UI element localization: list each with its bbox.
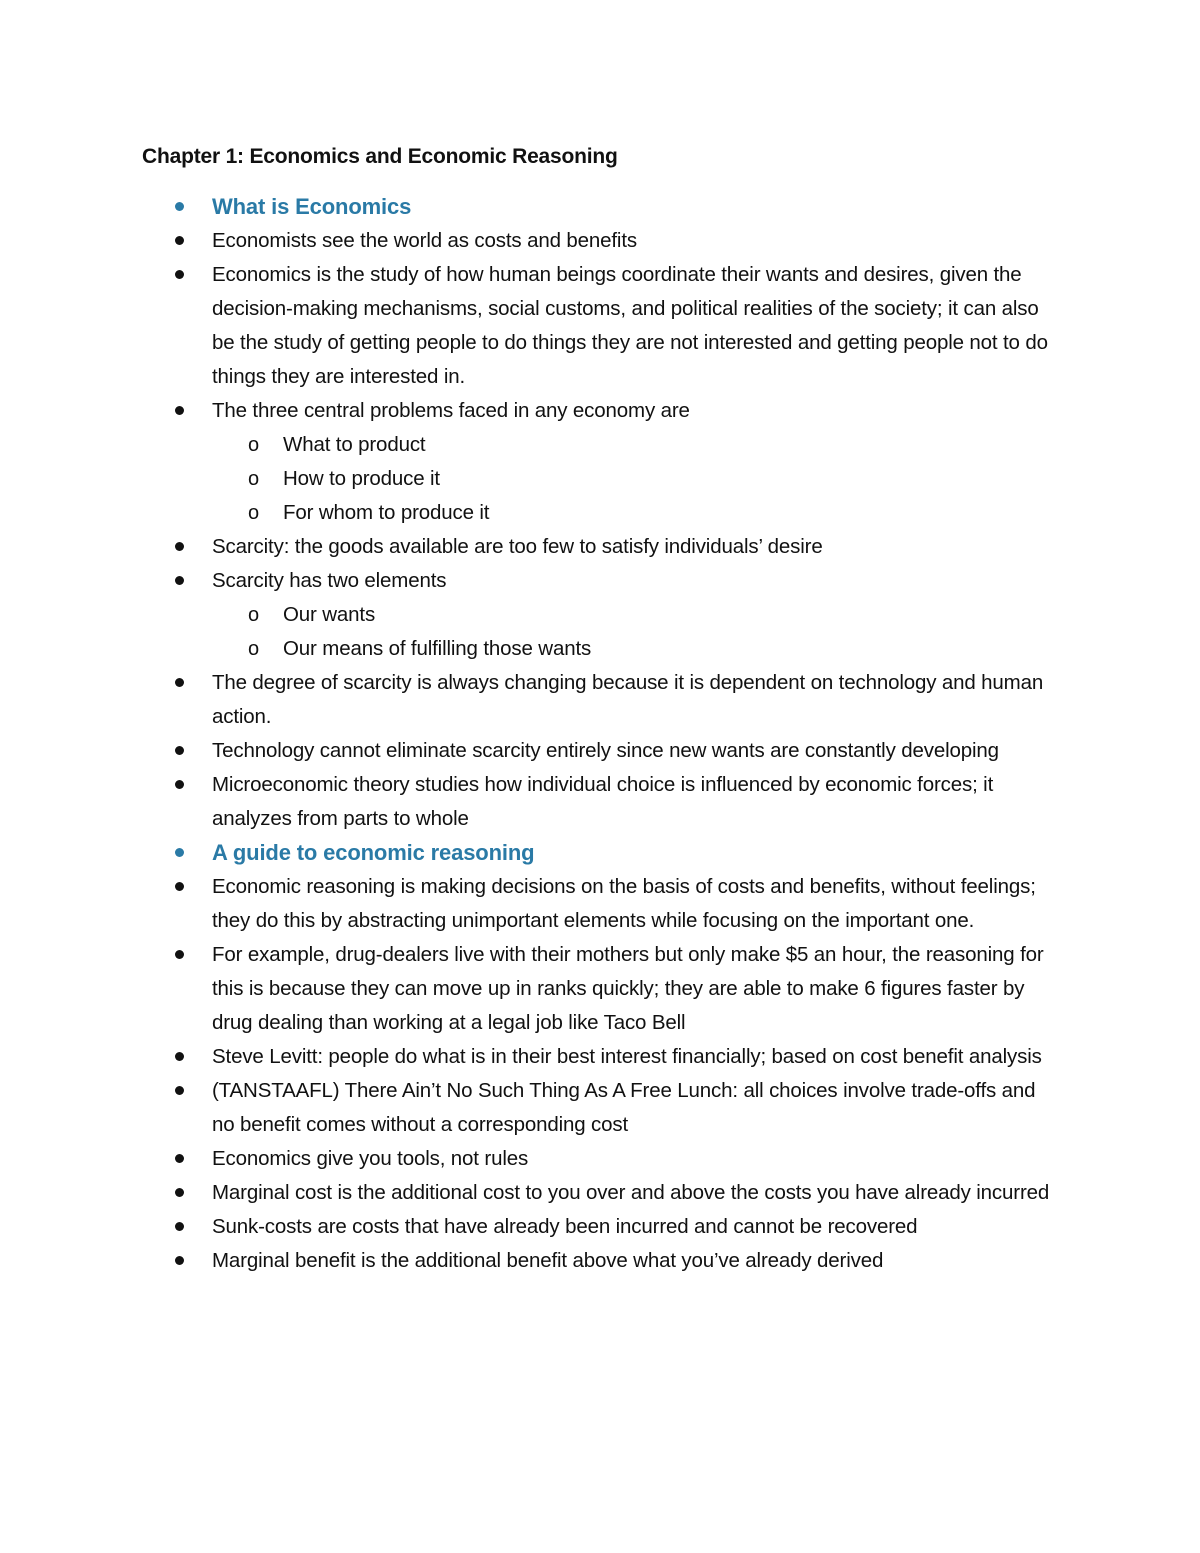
section-heading <box>0 190 1200 224</box>
list-item <box>0 1074 1200 1142</box>
list-item-text: For example, drug-dealers live with their mothers but only make $5 an hour, the reasoning for this is because they can move up in ranks quickly; they are able to make 6 figures faster by drug dealing than working at a legal job like Taco Bell <box>212 943 1044 1034</box>
hollow-bullet-icon: o <box>248 604 259 626</box>
bullet-icon <box>175 202 184 211</box>
bullet-icon <box>175 1222 184 1231</box>
section-heading-text: A guide to economic reasoning <box>212 840 535 865</box>
list-item <box>0 224 1200 258</box>
list-item <box>0 734 1200 768</box>
list-item-text: Technology cannot eliminate scarcity entirely since new wants are constantly developing <box>212 739 999 762</box>
bullet-icon <box>175 542 184 551</box>
bullet-icon <box>175 1086 184 1095</box>
sub-list-item <box>0 632 1200 666</box>
list-item-text: Steve Levitt: people do what is in their best interest financially; based on cost benefit analysis <box>212 1045 1042 1068</box>
list-item <box>0 1040 1200 1074</box>
hollow-bullet-icon: o <box>248 434 259 456</box>
section-heading-text: What is Economics <box>212 194 412 219</box>
sub-list-item-text: Our means of fulfilling those wants <box>283 637 592 660</box>
sub-list <box>0 598 1200 666</box>
list-item-text: Marginal cost is the additional cost to you over and above the costs you have already incurred <box>212 1181 1050 1204</box>
list-item <box>0 1210 1200 1244</box>
list-item-text: Economics is the study of how human beings coordinate their wants and desires, given the decision-making mechanisms, social customs, and political realities of the society; it can also be the study of getting people to do things they are not interested and getting people not to do things they are interested in. <box>212 263 1048 388</box>
bullet-icon <box>175 678 184 687</box>
bullet-icon <box>175 1154 184 1163</box>
sub-list <box>0 428 1200 530</box>
hollow-bullet-icon: o <box>248 502 259 524</box>
list-item-text: The degree of scarcity is always changing because it is dependent on technology and human action. <box>212 671 1044 728</box>
section-heading <box>0 836 1200 870</box>
list-item-text: Microeconomic theory studies how individual choice is influenced by economic forces; it analyzes from parts to whole <box>212 773 994 830</box>
sub-list-container <box>0 428 1200 530</box>
sub-list-container <box>0 598 1200 666</box>
bullet-icon <box>175 1052 184 1061</box>
bullet-icon <box>175 270 184 279</box>
bullet-list <box>0 190 1200 1278</box>
sub-list-item-text: How to produce it <box>283 467 440 490</box>
bullet-icon <box>175 1188 184 1197</box>
list-item <box>0 530 1200 564</box>
bullet-icon <box>175 780 184 789</box>
list-item-text: Marginal benefit is the additional benefit above what you’ve already derived <box>212 1249 884 1272</box>
list-item <box>0 666 1200 734</box>
list-item <box>0 1142 1200 1176</box>
sub-list-item <box>0 598 1200 632</box>
bullet-icon <box>175 576 184 585</box>
sub-list-item-text: What to product <box>283 433 426 456</box>
sub-list-item <box>0 428 1200 462</box>
sub-list-item <box>0 496 1200 530</box>
list-item <box>0 938 1200 1040</box>
chapter-title: Chapter 1: Economics and Economic Reasoning <box>142 145 618 168</box>
hollow-bullet-icon: o <box>248 468 259 490</box>
list-item-text: Sunk-costs are costs that have already been incurred and cannot be recovered <box>212 1215 918 1238</box>
list-item-text: (TANSTAAFL) There Ain’t No Such Thing As A Free Lunch: all choices involve trade-offs and no benefit comes without a corresponding cost <box>212 1079 1036 1136</box>
list-item-text: Economists see the world as costs and benefits <box>212 229 637 252</box>
list-item-text: Economics give you tools, not rules <box>212 1147 529 1170</box>
list-item-text: Scarcity has two elements <box>212 569 447 592</box>
list-item <box>0 1176 1200 1210</box>
list-item <box>0 870 1200 938</box>
list-item <box>0 768 1200 836</box>
list-item-text: Economic reasoning is making decisions on the basis of costs and benefits, without feelings; they do this by abstracting unimportant elements while focusing on the important one. <box>212 875 1036 932</box>
bullet-icon <box>175 1256 184 1265</box>
bullet-icon <box>175 848 184 857</box>
list-item <box>0 1244 1200 1278</box>
list-item-text: Scarcity: the goods available are too few to satisfy individuals’ desire <box>212 535 823 558</box>
sub-list-item-text: For whom to produce it <box>283 501 490 524</box>
list-item <box>0 564 1200 598</box>
bullet-icon <box>175 406 184 415</box>
bullet-icon <box>175 950 184 959</box>
bullet-icon <box>175 236 184 245</box>
hollow-bullet-icon: o <box>248 638 259 660</box>
sub-list-item <box>0 462 1200 496</box>
bullet-icon <box>175 882 184 891</box>
sub-list-item-text: Our wants <box>283 603 376 626</box>
list-item-text: The three central problems faced in any economy are <box>212 399 690 422</box>
list-item <box>0 394 1200 428</box>
bullet-icon <box>175 746 184 755</box>
list-item <box>0 258 1200 394</box>
